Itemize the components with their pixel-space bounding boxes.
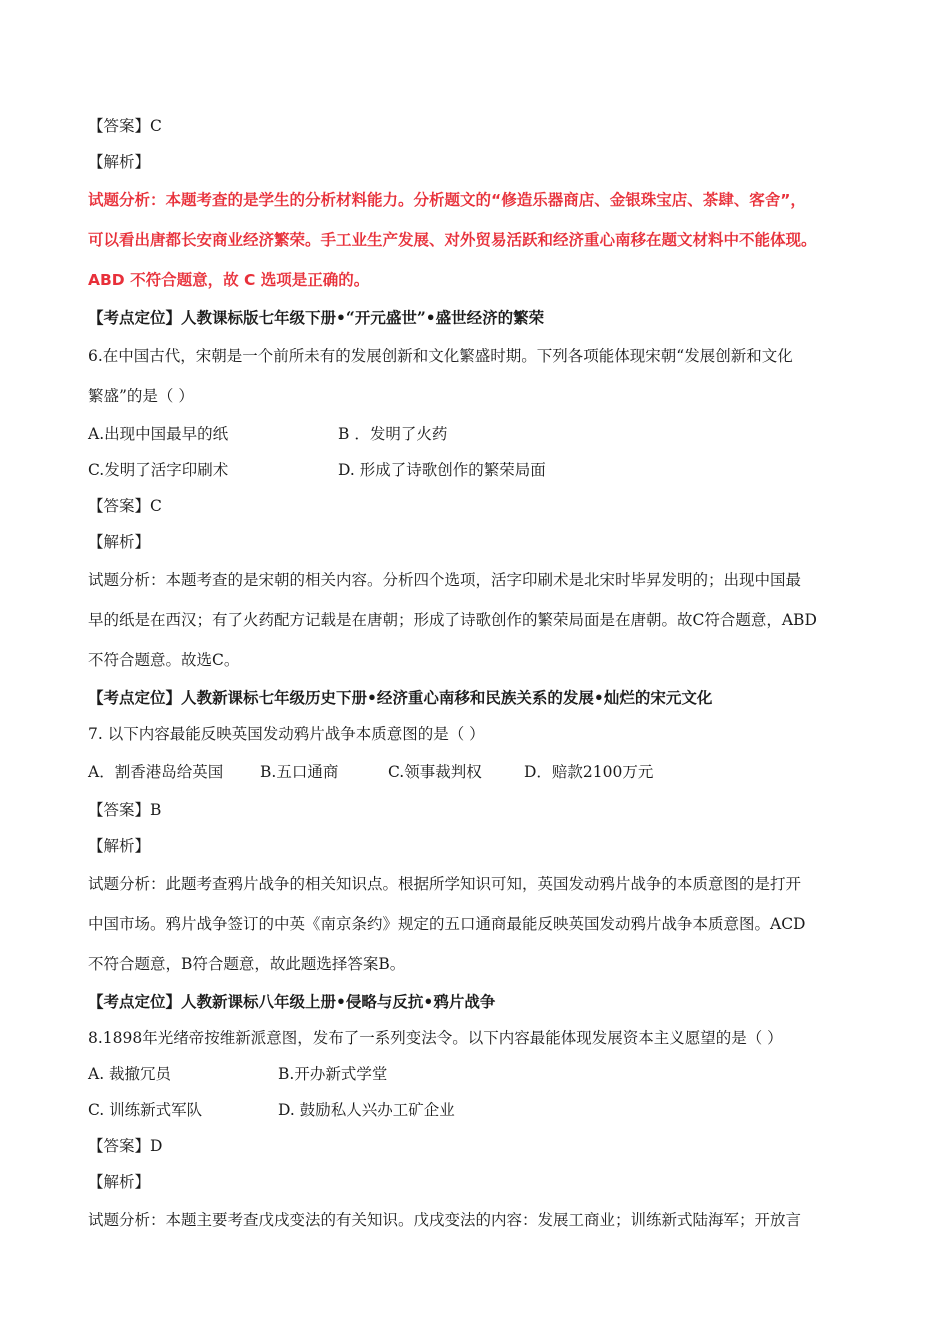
- q6-answer: 【答案】C: [88, 497, 162, 515]
- q7-option-a: A．割香港岛给英国: [88, 763, 224, 781]
- q7-analysis-label: 【解析】: [88, 837, 151, 855]
- q7-analysis-line-3: 不符合题意，B符合题意，故此题选择答案B。: [88, 955, 406, 973]
- q6-analysis-line-2: 早的纸是在西汉；有了火药配方记载是在唐朝；形成了诗歌创作的繁荣局面是在唐朝。故C符合题意，ABD: [88, 611, 817, 629]
- q6-option-d: D. 形成了诗歌创作的繁荣局面: [338, 461, 546, 479]
- q6-kaodian: 【考点定位】人教新课标七年级历史下册•经济重心南移和民族关系的发展•灿烂的宋元文化: [88, 688, 713, 707]
- q6-option-a: A.出现中国最早的纸: [88, 425, 229, 443]
- q8-option-c: C. 训练新式军队: [88, 1101, 203, 1119]
- q7-answer: 【答案】B: [88, 801, 162, 819]
- q8-options-row-1: [88, 1056, 868, 1092]
- q8-options-row-2: [88, 1092, 868, 1128]
- q7-option-b: B.五口通商: [260, 763, 339, 781]
- q6-option-b: B ．发明了火药: [338, 425, 448, 443]
- q6-analysis-line-3: 不符合题意。故选C。: [88, 651, 240, 669]
- q7-stem: 7. 以下内容最能反映英国发动鸦片战争本质意图的是（ ）: [88, 725, 485, 743]
- q8-analysis-line-1: 试题分析：本题主要考查戊戌变法的有关知识。戊戌变法的内容：发展工商业；训练新式陆海军；开放言: [88, 1211, 802, 1229]
- q8-option-a: A. 裁撤冗员: [88, 1065, 172, 1083]
- document-body: [88, 108, 868, 1240]
- q7-options-row: [88, 752, 868, 792]
- q6-analysis-line-1: 试题分析：本题考查的是宋朝的相关内容。分析四个选项，活字印刷术是北宋时毕昇发明的；出现中国最: [88, 571, 802, 589]
- q6-options-row-2: [88, 452, 868, 488]
- q7-analysis-line-1: 试题分析：此题考查鸦片战争的相关知识点。根据所学知识可知，英国发动鸦片战争的本质意图的是打开: [88, 875, 802, 893]
- q5-kaodian: 【考点定位】人教课标版七年级下册•“开元盛世”•盛世经济的繁荣: [88, 308, 545, 327]
- q7-analysis-line-2: 中国市场。鸦片战争签订的中英《南京条约》规定的五口通商最能反映英国发动鸦片战争本质意图。ACD: [88, 915, 806, 933]
- q6-option-c: C.发明了活字印刷术: [88, 461, 229, 479]
- q8-stem: 8.1898年光绪帝按维新派意图，发布了一系列变法令。以下内容最能体现发展资本主义愿望的是（ ）: [88, 1029, 783, 1047]
- q5-analysis-line-2: 可以看出唐都长安商业经济繁荣。手工业生产发展、对外贸易活跃和经济重心南移在题文材料中不能体现。: [88, 231, 817, 249]
- q7-option-c: C.领事裁判权: [388, 763, 482, 781]
- q8-option-d: D. 鼓励私人兴办工矿企业: [278, 1101, 455, 1119]
- q5-analysis-line-3: ABD 不符合题意，故 C 选项是正确的。: [88, 271, 370, 289]
- q8-answer: 【答案】D: [88, 1137, 163, 1155]
- q5-analysis-label: 【解析】: [88, 153, 151, 171]
- q6-analysis-label: 【解析】: [88, 533, 151, 551]
- q5-analysis-line-1: 试题分析：本题考查的是学生的分析材料能力。分析题文的“修造乐器商店、金银珠宝店、茶肆、客舍”，: [88, 191, 806, 209]
- q7-kaodian: 【考点定位】人教新课标八年级上册•侵略与反抗•鸦片战争: [88, 992, 496, 1011]
- q8-option-b: B.开办新式学堂: [278, 1065, 388, 1083]
- q6-stem-line-1: 6.在中国古代，宋朝是一个前所未有的发展创新和文化繁盛时期。下列各项能体现宋朝“发展创新和文化: [88, 347, 793, 365]
- q5-answer: 【答案】C: [88, 117, 162, 135]
- q7-option-d: D．赔款2100万元: [524, 763, 654, 781]
- q6-options-row-1: [88, 416, 868, 452]
- q6-stem-line-2: 繁盛”的是（ ）: [88, 387, 194, 405]
- q8-analysis-label: 【解析】: [88, 1173, 151, 1191]
